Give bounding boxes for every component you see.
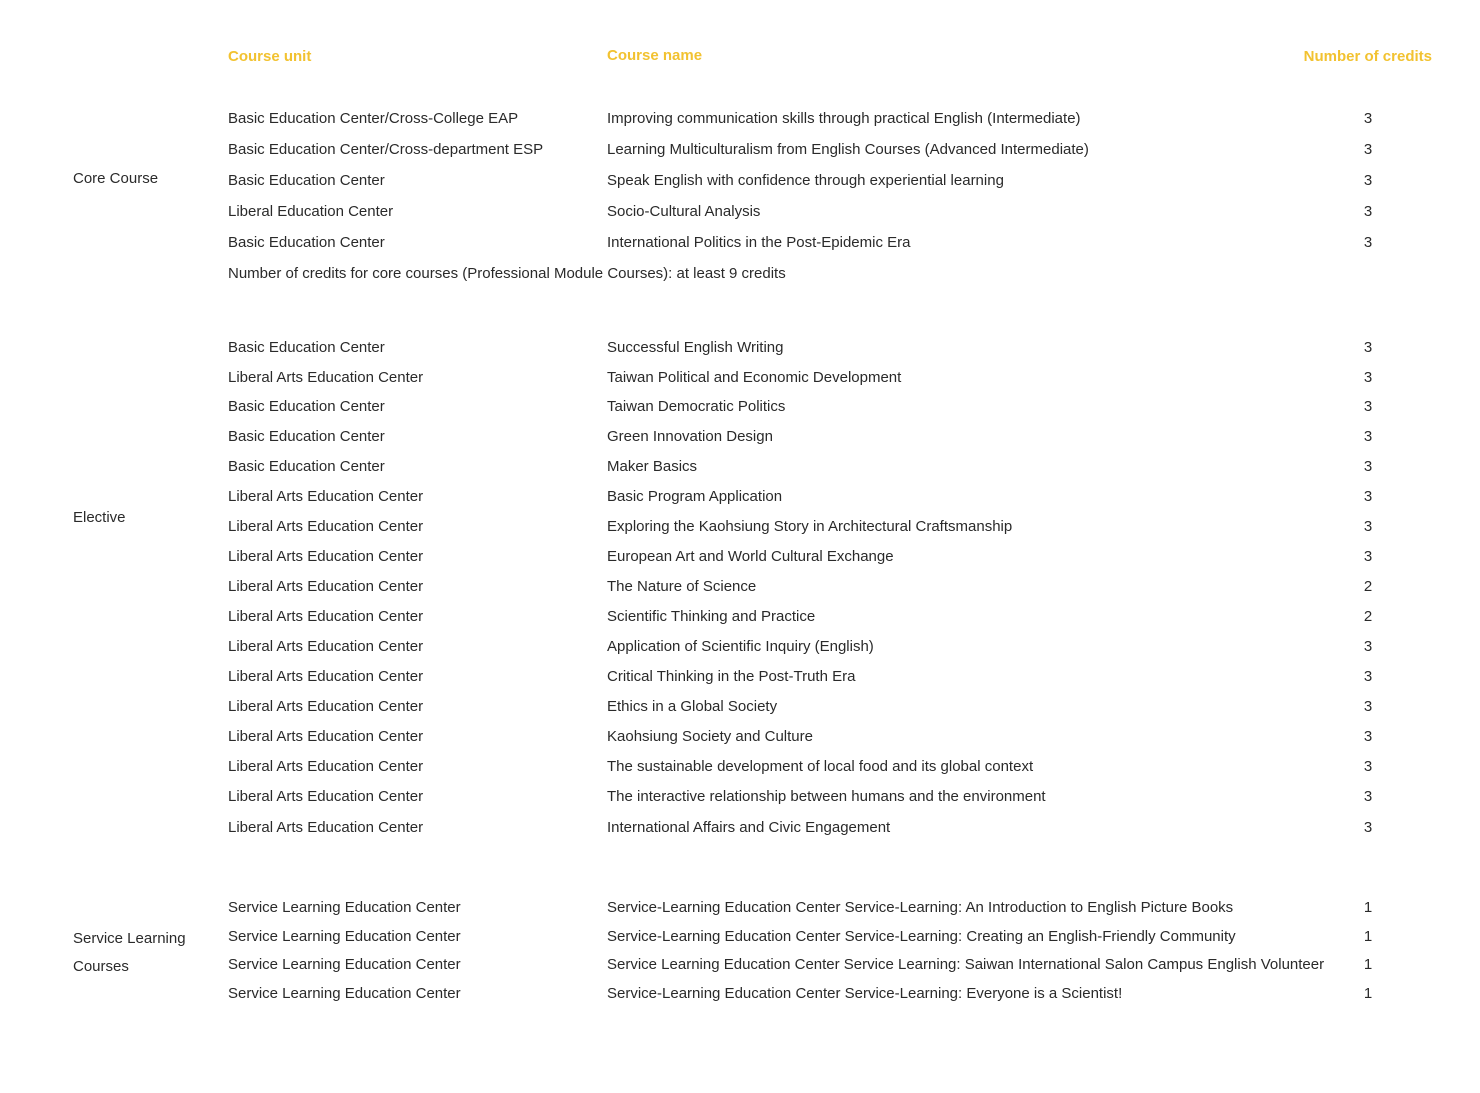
credits-cell: 3 xyxy=(1363,548,1373,565)
course-unit-cell: Liberal Arts Education Center xyxy=(228,608,424,625)
table-row xyxy=(0,397,1480,421)
course-name-cell: Basic Program Application xyxy=(607,488,783,505)
core-credits-note: Number of credits for core courses (Professional Module Courses): at least 9 credits xyxy=(228,265,786,282)
course-unit-cell: Service Learning Education Center xyxy=(228,956,461,973)
course-name-cell: Learning Multiculturalism from English Courses (Advanced Intermediate) xyxy=(607,141,1089,158)
credits-cell: 1 xyxy=(1363,899,1373,916)
table-row xyxy=(0,202,1480,226)
table-row xyxy=(0,607,1480,631)
course-name-cell: International Politics in the Post-Epidemic Era xyxy=(607,234,911,251)
credits-cell: 2 xyxy=(1363,578,1373,595)
group-label-service-line2: Courses xyxy=(73,958,129,975)
course-name-cell: Ethics in a Global Society xyxy=(607,698,778,715)
course-name-cell: Service-Learning Education Center Service-Learning: Creating an English-Friendly Community xyxy=(607,928,1236,945)
table-row xyxy=(0,547,1480,571)
table-row xyxy=(0,984,1480,1008)
table-row xyxy=(0,338,1480,362)
course-unit-cell: Basic Education Center xyxy=(228,458,385,475)
course-name-cell: The interactive relationship between humans and the environment xyxy=(607,788,1046,805)
table-row xyxy=(0,171,1480,195)
credits-cell: 3 xyxy=(1363,488,1373,505)
table-row xyxy=(0,787,1480,811)
credits-cell: 3 xyxy=(1363,428,1373,445)
course-unit-cell: Service Learning Education Center xyxy=(228,928,461,945)
header-course-name: Course name xyxy=(607,47,703,64)
credits-cell: 3 xyxy=(1363,203,1373,220)
table-row xyxy=(0,109,1480,133)
table-row xyxy=(0,955,1480,979)
course-name-cell: European Art and World Cultural Exchange xyxy=(607,548,894,565)
course-unit-cell: Liberal Arts Education Center xyxy=(228,788,424,805)
credits-cell: 3 xyxy=(1363,518,1373,535)
table-row xyxy=(0,757,1480,781)
header-course-unit: Course unit xyxy=(228,48,312,65)
course-name-cell: Green Innovation Design xyxy=(607,428,773,445)
course-unit-cell: Basic Education Center/Cross-College EAP xyxy=(228,110,519,127)
course-name-cell: Scientific Thinking and Practice xyxy=(607,608,816,625)
table-row xyxy=(0,818,1480,842)
course-name-cell: The sustainable development of local food and its global context xyxy=(607,758,1034,775)
credits-cell: 1 xyxy=(1363,956,1373,973)
course-name-cell: Service-Learning Education Center Service-Learning: An Introduction to English Picture Books xyxy=(607,899,1234,916)
course-name-cell: Taiwan Political and Economic Development xyxy=(607,369,902,386)
table-row xyxy=(0,637,1480,661)
credits-cell: 2 xyxy=(1363,608,1373,625)
credits-cell: 1 xyxy=(1363,928,1373,945)
course-unit-cell: Liberal Arts Education Center xyxy=(228,518,424,535)
credits-cell: 3 xyxy=(1363,141,1373,158)
header-number-of-credits: Number of credits xyxy=(1303,48,1432,65)
credits-cell: 3 xyxy=(1363,638,1373,655)
table-row xyxy=(0,927,1480,951)
course-name-cell: Taiwan Democratic Politics xyxy=(607,398,786,415)
table-row xyxy=(0,727,1480,751)
course-name-cell: Application of Scientific Inquiry (English) xyxy=(607,638,874,655)
course-name-cell: Improving communication skills through practical English (Intermediate) xyxy=(607,110,1081,127)
credits-cell: 3 xyxy=(1363,668,1373,685)
table-row xyxy=(0,427,1480,451)
group-label-elective: Elective xyxy=(73,509,126,526)
credits-cell: 3 xyxy=(1363,339,1373,356)
course-unit-cell: Service Learning Education Center xyxy=(228,899,461,916)
credits-cell: 3 xyxy=(1363,369,1373,386)
credits-cell: 3 xyxy=(1363,819,1373,836)
course-unit-cell: Basic Education Center xyxy=(228,398,385,415)
table-row xyxy=(0,233,1480,257)
course-unit-cell: Service Learning Education Center xyxy=(228,985,461,1002)
credits-cell: 3 xyxy=(1363,458,1373,475)
credits-cell: 3 xyxy=(1363,398,1373,415)
credits-cell: 3 xyxy=(1363,758,1373,775)
course-name-cell: Exploring the Kaohsiung Story in Architectural Craftsmanship xyxy=(607,518,1013,535)
course-name-cell: Service-Learning Education Center Service-Learning: Everyone is a Scientist! xyxy=(607,985,1123,1002)
table-row xyxy=(0,667,1480,691)
table-row xyxy=(0,457,1480,481)
credits-cell: 1 xyxy=(1363,985,1373,1002)
credits-cell: 3 xyxy=(1363,728,1373,745)
table-row xyxy=(0,140,1480,164)
course-name-cell: Maker Basics xyxy=(607,458,698,475)
table-row xyxy=(0,577,1480,601)
credits-cell: 3 xyxy=(1363,234,1373,251)
group-label-service-line1: Service Learning xyxy=(73,930,186,947)
credits-cell: 3 xyxy=(1363,172,1373,189)
table-row xyxy=(0,368,1480,392)
course-name-cell: The Nature of Science xyxy=(607,578,757,595)
course-unit-cell: Liberal Arts Education Center xyxy=(228,728,424,745)
credits-cell: 3 xyxy=(1363,788,1373,805)
course-unit-cell: Liberal Education Center xyxy=(228,203,394,220)
course-unit-cell: Liberal Arts Education Center xyxy=(228,819,424,836)
course-name-cell: Service Learning Education Center Service Learning: Saiwan International Salon Campus English Volunteer xyxy=(607,956,1325,973)
group-label-core: Core Course xyxy=(73,170,159,187)
table-row xyxy=(0,898,1480,922)
credits-cell: 3 xyxy=(1363,110,1373,127)
course-unit-cell: Basic Education Center/Cross-department ESP xyxy=(228,141,544,158)
course-unit-cell: Basic Education Center xyxy=(228,172,385,189)
course-unit-cell: Liberal Arts Education Center xyxy=(228,369,424,386)
course-unit-cell: Basic Education Center xyxy=(228,234,385,251)
table-row xyxy=(0,517,1480,541)
course-name-cell: International Affairs and Civic Engagement xyxy=(607,819,891,836)
course-unit-cell: Liberal Arts Education Center xyxy=(228,758,424,775)
course-unit-cell: Basic Education Center xyxy=(228,428,385,445)
course-name-cell: Speak English with confidence through experiential learning xyxy=(607,172,1004,189)
course-name-cell: Critical Thinking in the Post-Truth Era xyxy=(607,668,856,685)
course-unit-cell: Liberal Arts Education Center xyxy=(228,668,424,685)
course-name-cell: Successful English Writing xyxy=(607,339,784,356)
course-name-cell: Socio-Cultural Analysis xyxy=(607,203,761,220)
course-unit-cell: Liberal Arts Education Center xyxy=(228,488,424,505)
table-row xyxy=(0,697,1480,721)
course-unit-cell: Liberal Arts Education Center xyxy=(228,698,424,715)
table-row xyxy=(0,487,1480,511)
course-unit-cell: Liberal Arts Education Center xyxy=(228,548,424,565)
course-name-cell: Kaohsiung Society and Culture xyxy=(607,728,813,745)
course-unit-cell: Liberal Arts Education Center xyxy=(228,638,424,655)
course-unit-cell: Liberal Arts Education Center xyxy=(228,578,424,595)
course-unit-cell: Basic Education Center xyxy=(228,339,385,356)
credits-cell: 3 xyxy=(1363,698,1373,715)
